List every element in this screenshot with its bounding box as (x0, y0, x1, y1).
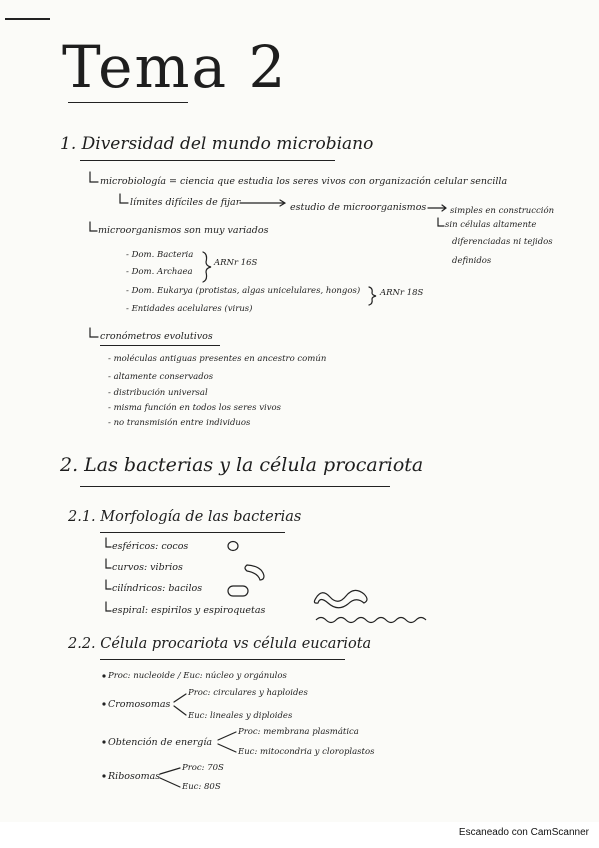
morph-bacilos: cilíndricos: bacilos (112, 583, 203, 594)
energia-euc: Euc: mitocondria y cloroplastos (238, 747, 375, 757)
s1-arnr-16s: ARNr 16S (214, 258, 258, 268)
s1-bullet-acelulares: - Entidades acelulares (virus) (126, 304, 253, 314)
s1-bullet-bacteria: - Dom. Bacteria (126, 250, 194, 260)
coccus-icon (228, 542, 238, 551)
ribosomas-euc: Euc: 80S (182, 782, 221, 792)
compare-ribosomas: Ribosomas (108, 771, 161, 782)
cromosomas-proc: Proc: circulares y haploides (188, 688, 308, 698)
branch-arrow-icon (160, 778, 180, 787)
brace-icon (203, 252, 211, 282)
s1-crono-3: - distribución universal (108, 388, 208, 398)
bacillus-icon (228, 586, 248, 596)
s1-line-5: definidos (452, 256, 492, 266)
compare-energia: Obtención de energía (108, 737, 213, 748)
morph-espiral: espiral: espirilos y espiroquetas (112, 605, 266, 616)
branch-arrow-icon (160, 768, 180, 774)
section-2-1-heading: 2.1. Morfología de las bacterias (68, 509, 302, 525)
s1-arnr-18s: ARNr 18S (380, 288, 424, 298)
arrow-marker-icon (106, 580, 111, 589)
cromosomas-euc: Euc: lineales y diploides (188, 711, 293, 721)
compare-nucleo: Proc: nucleoide / Euc: núcleo y orgánulos (108, 671, 287, 681)
section-1-heading: 1. Diversidad del mundo microbiano (60, 134, 374, 154)
branch-arrow-icon (218, 744, 236, 752)
arrow-marker-icon (90, 222, 97, 231)
compare-cromosomas: Cromosomas (108, 699, 171, 710)
s1-crono-1: - moléculas antiguas presentes en ancestro común (108, 354, 327, 364)
section-2-2-heading: 2.2. Célula procariota vs célula eucariota (68, 636, 372, 652)
s1-bullet-eukarya: - Dom. Eukarya (protistas, algas unicelulares, hongos) (126, 286, 361, 296)
branch-arrow-icon (218, 732, 236, 740)
arrow-marker-icon (106, 602, 111, 611)
s1-line-4: diferenciadas ni tejidos (452, 237, 553, 247)
right-arrow-icon (428, 205, 446, 211)
brace-icon (369, 287, 376, 305)
arrow-marker-icon (90, 328, 98, 337)
vibrio-icon (245, 565, 264, 580)
spirochete-icon (316, 618, 426, 623)
branch-arrow-icon (174, 706, 186, 715)
s1-crono-5: - no transmisión entre individuos (108, 418, 251, 428)
branch-arrow-icon (174, 694, 186, 702)
energia-proc: Proc: membrana plasmática (238, 727, 359, 737)
morph-vibrios: curvos: vibrios (112, 562, 183, 573)
arrow-marker-icon (106, 559, 111, 568)
s1-line-2a: límites difíciles de fijar (130, 197, 241, 208)
s1-line-2c: simples en construcción (450, 206, 555, 216)
spirillum-icon (314, 590, 367, 607)
s1-cronometros: cronómetros evolutivos (100, 331, 213, 342)
right-arrow-icon (240, 200, 285, 206)
page-title: Tema 2 (62, 33, 288, 101)
arrow-marker-icon (90, 172, 98, 182)
s1-line-6: microorganismos son muy variados (98, 225, 269, 236)
arrow-marker-icon (438, 218, 444, 226)
s1-crono-4: - misma función en todos los seres vivos (108, 403, 282, 413)
s1-line-3: sin células altamente (445, 220, 537, 230)
s1-bullet-archaea: - Dom. Archaea (126, 267, 193, 277)
morph-cocos: esféricos: cocos (112, 541, 189, 552)
ribosomas-proc: Proc: 70S (182, 763, 224, 773)
s1-line-2b: estudio de microorganismos (290, 202, 427, 213)
s1-crono-2: - altamente conservados (108, 372, 214, 382)
scanner-watermark: Escaneado con CamScanner (458, 827, 589, 838)
section-2-heading: 2. Las bacterias y la célula procariota (60, 454, 424, 476)
s1-line-1: microbiología = ciencia que estudia los seres vivos con organización celular sencilla (100, 176, 508, 187)
arrow-marker-icon (106, 538, 111, 547)
arrow-marker-icon (120, 194, 128, 203)
